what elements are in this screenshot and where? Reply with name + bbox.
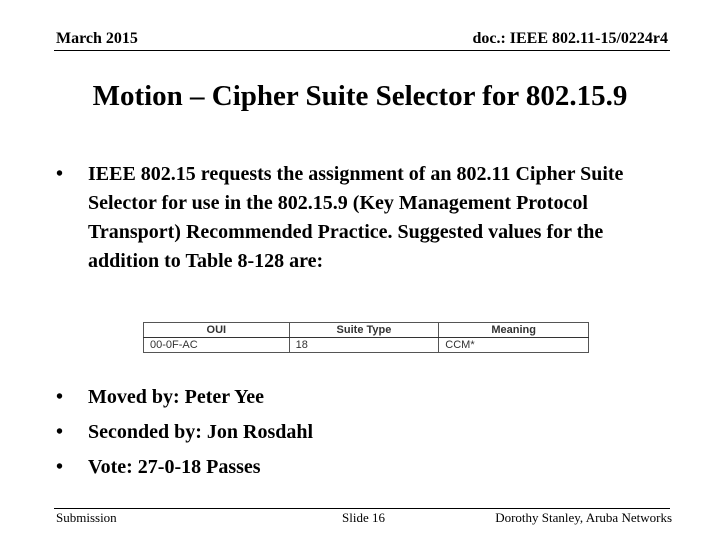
table-header-meaning: Meaning: [439, 323, 589, 338]
bullet-text-vote: Vote: 27-0-18 Passes: [88, 456, 261, 478]
bullet-text-moved-by: Moved by: Peter Yee: [88, 386, 265, 408]
table-cell-oui: 00-0F-AC: [144, 338, 290, 353]
bullet-dot: •: [56, 456, 64, 478]
footer-submission: Submission: [56, 510, 117, 525]
bullet-text: IEEE 802.15 requests the assignment of an 802.11 Cipher Suite Selector for use in the 802.15.9 (Key Management Protocol Transport) Recommended Practice. Suggested values for the addition to Table 8-128 are:: [88, 163, 624, 272]
table-cell-suite-type: 18: [289, 338, 439, 353]
slide-title: Motion – Cipher Suite Selector for 802.15.9: [92, 80, 628, 112]
table-row: [144, 338, 589, 353]
bullet-item: [56, 380, 666, 415]
table-cell-meaning: CCM*: [439, 338, 589, 353]
bullet-dot: •: [56, 386, 64, 408]
header-doc-id: doc.: IEEE 802.11-15/0224r4: [472, 30, 668, 47]
header-divider: [54, 50, 670, 51]
footer-author: Dorothy Stanley, Aruba Networks: [495, 510, 672, 525]
footer-slide-number: Slide 16: [342, 510, 385, 525]
table-header-row: [144, 323, 589, 338]
bullet-dot: •: [56, 163, 64, 185]
footer-divider: [54, 508, 670, 509]
cipher-suite-table: [143, 322, 589, 353]
bullet-item: [56, 160, 666, 276]
bullet-dot: •: [56, 421, 64, 443]
bullet-list-top: [56, 160, 666, 276]
bullet-text-seconded-by: Seconded by: Jon Rosdahl: [88, 421, 314, 443]
table-header-oui: OUI: [144, 323, 290, 338]
header-date: March 2015: [56, 30, 138, 47]
bullet-list-bottom: [56, 380, 666, 485]
bullet-item: [56, 415, 666, 450]
table-header-suite-type: Suite Type: [289, 323, 439, 338]
bullet-item: [56, 450, 666, 485]
